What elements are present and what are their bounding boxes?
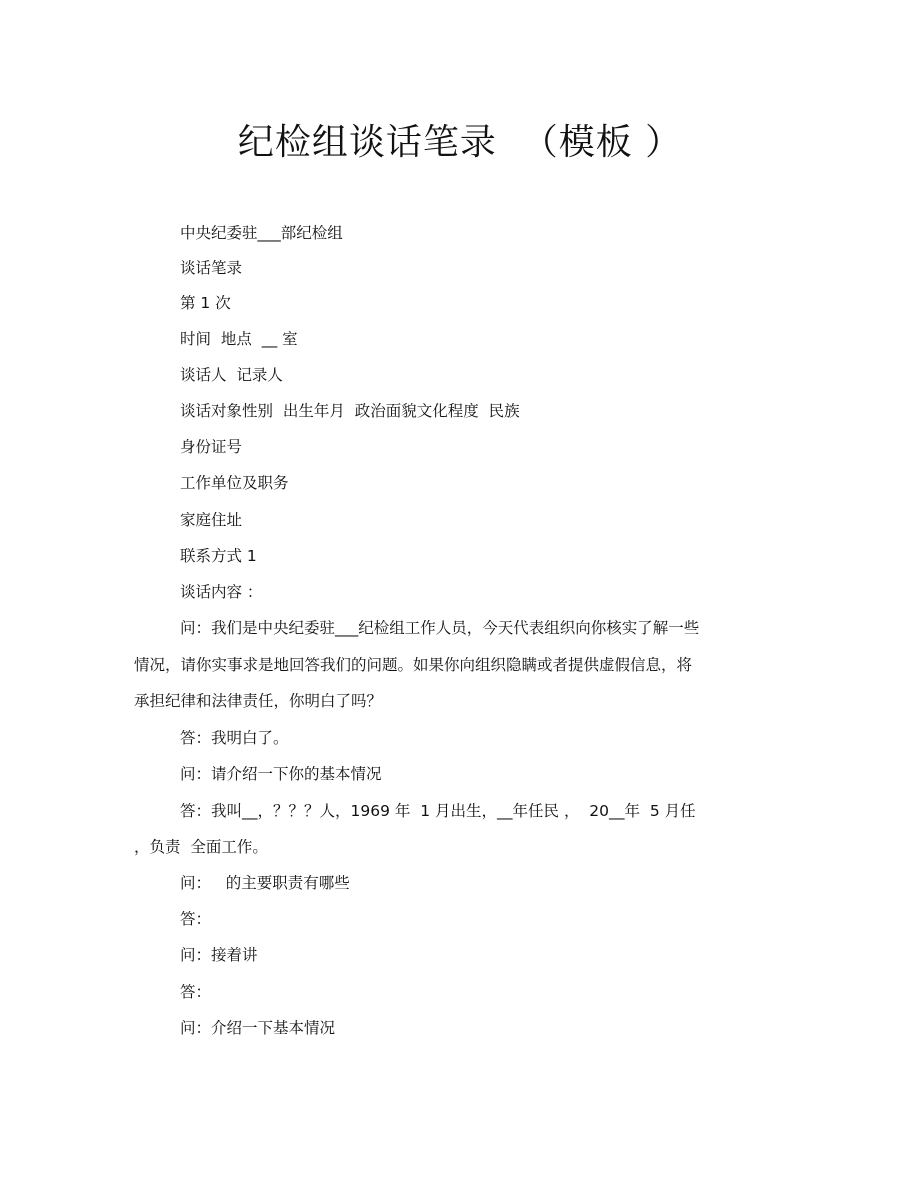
header-line-time-place: 时间 地点 __ 室 — [180, 330, 298, 348]
header-line-address: 家庭住址 — [180, 511, 243, 529]
header-line-record: 谈话笔录 — [180, 259, 243, 277]
header-line-id-number: 身份证号 — [180, 438, 243, 456]
question-3: 问： 的主要职责有哪些 — [180, 874, 350, 892]
question-1-line-2: 情况，请你实事求是地回答我们的问题。如果你向组织隐瞒或者提供虚假信息，将 — [134, 656, 693, 674]
answer-2-line-1: 答：我叫__，？？？人，1969 年 1 月出生，__年任民 ， 20__年 5 月任 — [180, 802, 696, 820]
answer-2-line-2: ，负责 全面工作。 — [134, 838, 268, 856]
header-line-work-unit: 工作单位及职务 — [180, 474, 289, 492]
question-1-line-3: 承担纪律和法律责任，你明白了吗？ — [134, 692, 383, 710]
header-line-interviewer: 谈话人 记录人 — [180, 366, 283, 384]
question-4: 问：接着讲 — [180, 946, 258, 964]
document-title: 纪检组谈话笔录 （模板 ） — [237, 122, 683, 163]
answer-3: 答： — [180, 910, 212, 928]
header-line-session: 第 1 次 — [180, 294, 231, 312]
answer-4: 答： — [180, 983, 212, 1001]
header-line-content-label: 谈话内容 ： — [180, 583, 263, 601]
answer-1: 答：我明白了。 — [180, 729, 289, 747]
header-line-subject-info: 谈话对象性别 出生年月 政治面貌文化程度 民族 — [180, 402, 520, 420]
header-line-contact: 联系方式 1 — [180, 547, 257, 565]
question-1-line-1: 问：我们是中央纪委驻___纪检组工作人员，今天代表组织向你核实了解一些 — [180, 619, 700, 637]
question-2: 问：请介绍一下你的基本情况 — [180, 765, 382, 783]
question-5: 问：介绍一下基本情况 — [180, 1019, 336, 1037]
header-line-office: 中央纪委驻___部纪检组 — [180, 224, 343, 242]
